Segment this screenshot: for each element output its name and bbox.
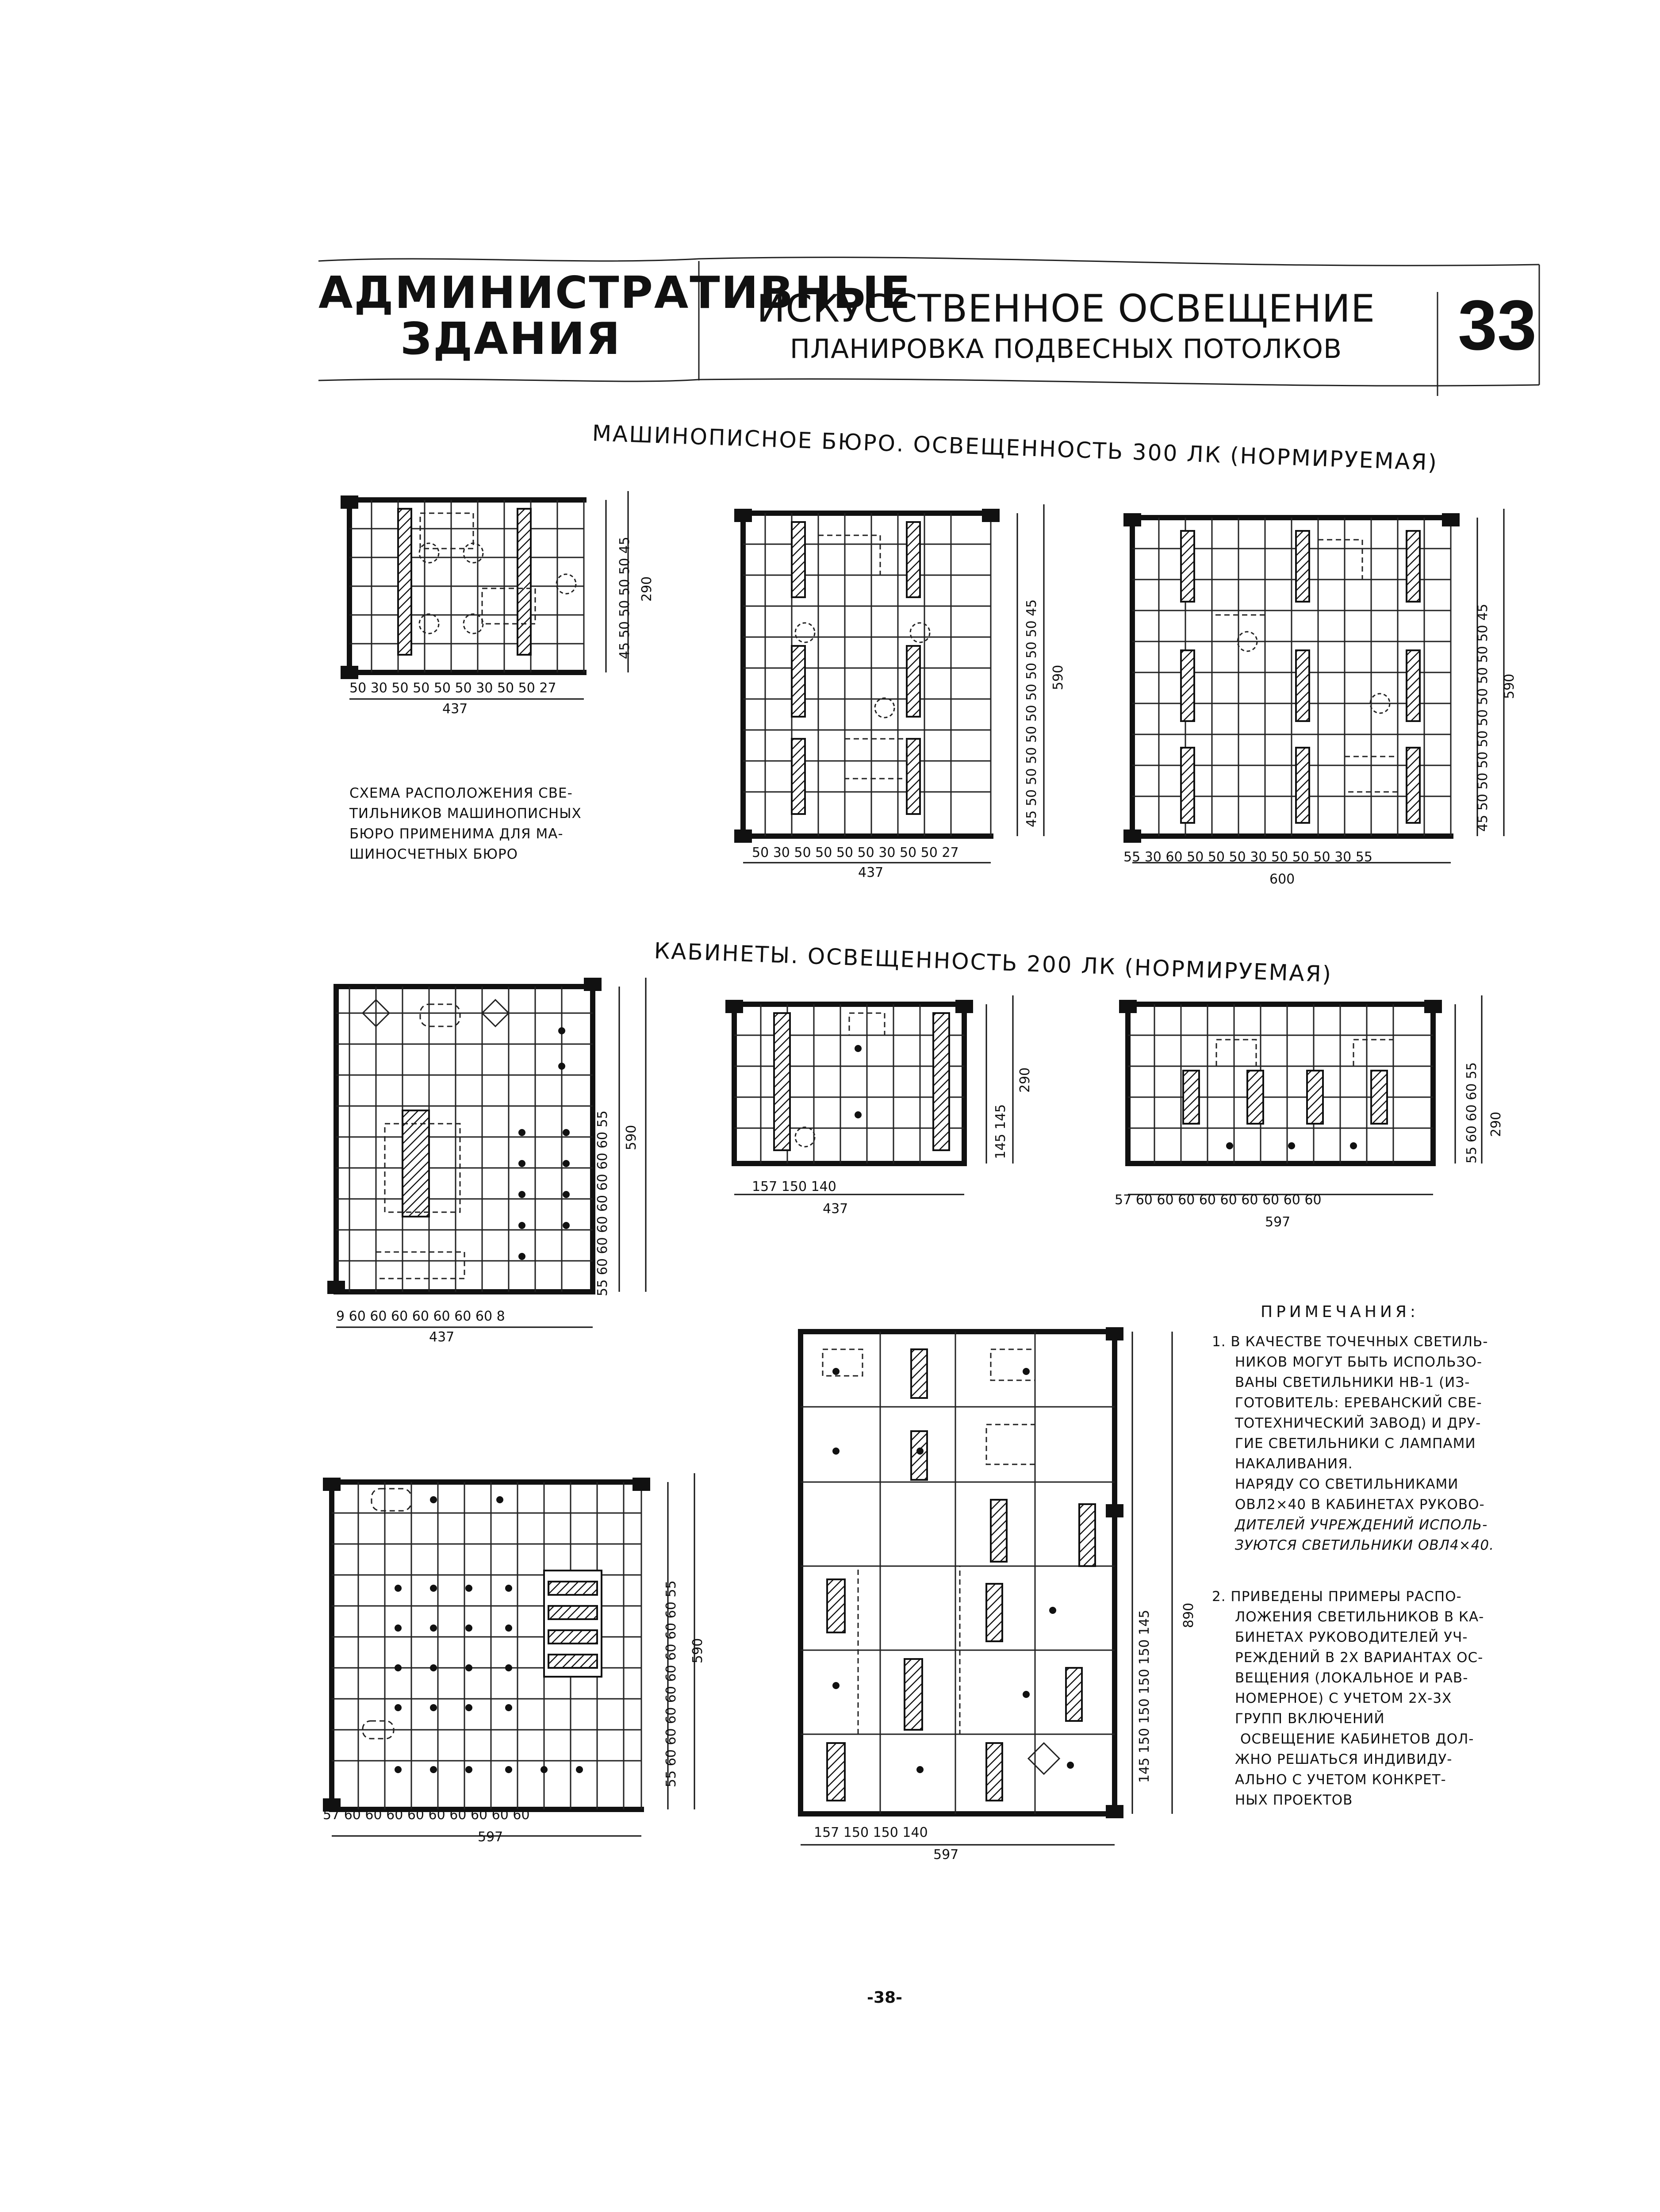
plan-7-width-total: 597 [478,1829,503,1845]
note-line: БИНЕТАХ РУКОВОДИТЕЛЕЙ УЧ- [1235,1629,1468,1645]
plan-2-height-total: 590 [1050,664,1066,690]
note-line: НЫХ ПРОЕКТОВ [1235,1792,1353,1808]
plan-3-height-dims: 45 50 50 50 50 50 50 50 50 50 45 [1475,603,1491,832]
plan-6-height-total: 290 [1488,1111,1504,1137]
plan-7-width-dims: 57 60 60 60 60 60 60 60 60 60 [323,1807,530,1823]
plan-caption-line-3: БЮРО ПРИМЕНИМА ДЛЯ МА- [349,826,564,842]
plan-5-height-dims: 145 145 [993,1104,1008,1159]
plan-1-height-dims: 45 50 50 50 50 45 [617,537,633,659]
note-line: ГИЕ СВЕТИЛЬНИКИ С ЛАМПАМИ [1235,1436,1476,1452]
note-line: ОСВЕЩЕНИЕ КАБИНЕТОВ ДОЛ- [1240,1731,1474,1747]
notes-title: ПРИМЕЧАНИЯ: [1261,1303,1419,1321]
note-line: ЖНО РЕШАТЬСЯ ИНДИВИДУ- [1235,1751,1453,1767]
note-line: ТОТЕХНИЧЕСКИЙ ЗАВОД) И ДРУ- [1235,1415,1481,1431]
plan-5-width-total: 437 [823,1201,848,1217]
note-line: ГОТОВИТЕЛЬ: ЕРЕВАНСКИЙ СВЕ- [1235,1395,1482,1411]
header-frame [0,0,1660,442]
note-line: 1. В КАЧЕСТВЕ ТОЧЕЧНЫХ СВЕТИЛЬ- [1212,1334,1488,1350]
plan-3-width-total: 600 [1269,872,1295,887]
header-title-line-1: АДМИНИСТРАТИВНЫЕ [318,267,912,319]
note-line: ЛОЖЕНИЯ СВЕТИЛЬНИКОВ В КА- [1235,1609,1484,1625]
note-line: АЛЬНО С УЧЕТОМ КОНКРЕТ- [1235,1772,1446,1788]
plan-6-width-total: 597 [1265,1214,1291,1230]
note-line: РЕЖДЕНИЙ В 2Х ВАРИАНТАХ ОС- [1235,1650,1484,1666]
plan-2-height-dims: 45 50 50 50 50 50 50 50 50 50 45 [1024,599,1039,827]
plan-4-width-total: 437 [429,1329,455,1345]
plan-typing-small [336,478,663,681]
plan-caption [349,783,582,864]
note-line: ВАНЫ СВЕТИЛЬНИКИ НВ-1 (ИЗ- [1235,1375,1470,1390]
plan-8-height-total: 890 [1181,1602,1196,1628]
header-section-title [318,267,912,365]
plan-caption-line-2: ТИЛЬНИКОВ МАШИНОПИСНЫХ [349,806,582,822]
plan-4-width-dims: 9 60 60 60 60 60 60 60 8 [336,1309,505,1324]
notes-list [1212,1332,1494,1810]
plan-3-width-dims: 55 30 60 50 50 50 30 50 50 50 30 55 [1123,849,1372,865]
plan-2-width-total: 437 [858,865,884,880]
plan-1-width-dims: 50 30 50 50 50 50 30 50 50 27 [349,680,556,696]
header-topic-title: ИСКУССТВЕННОЕ ОСВЕЩЕНИЕ [756,287,1376,331]
plan-4-height-total: 590 [624,1125,639,1150]
footer-page-number: -38- [867,1989,902,2007]
plan-6-height-dims: 55 60 60 60 55 [1464,1062,1480,1164]
plan-4-height-dims: 55 60 60 60 60 60 60 60 55 [595,1110,610,1296]
note-line: ВЕЩЕНИЯ (ЛОКАЛЬНОЕ И РАВ- [1235,1670,1468,1686]
plan-5-width-dims: 157 150 140 [752,1179,836,1194]
plan-5-height-total: 290 [1017,1067,1033,1093]
note-line: НАКАЛИВАНИЯ. [1235,1456,1353,1472]
plan-7-height-dims: 55 60 60 60 60 60 60 60 60 55 [663,1580,679,1787]
page-number-badge: 33 [1458,285,1537,365]
plan-caption-line-1: СХЕМА РАСПОЛОЖЕНИЯ СВЕ- [349,785,573,801]
plan-8-height-dims: 145 150 150 150 150 145 [1137,1609,1152,1783]
plan-caption-line-4: ШИНОСЧЕТНЫХ БЮРО [349,846,518,862]
plan-office-bottom-left [305,1460,721,1849]
note-line: ЗУЮТСЯ СВЕТИЛЬНИКИ ОВЛ4×40. [1235,1537,1494,1553]
plan-1-height-total: 290 [639,576,655,602]
note-line: ГРУПП ВКЛЮЧЕНИЙ [1235,1711,1385,1727]
note-line: НИКОВ МОГУТ БЫТЬ ИСПОЛЬЗО- [1235,1354,1483,1370]
section-title-typing-bureau: МАШИНОПИСНОЕ БЮРО. ОСВЕЩЕННОСТЬ 300 ЛК (НОРМИРУЕМАЯ) [591,420,1438,476]
plan-8-width-total: 597 [933,1847,959,1863]
section-title-offices: КАБИНЕТЫ. ОСВЕЩЕННОСТЬ 200 ЛК (НОРМИРУЕМАЯ) [653,938,1333,987]
plan-1-width-total: 437 [442,701,468,717]
plan-3-height-total: 590 [1502,673,1517,699]
note-line: ДИТЕЛЕЙ УЧРЕЖДЕНИЙ ИСПОЛЬ- [1235,1517,1488,1533]
note-line: 2. ПРИВЕДЕНЫ ПРИМЕРЫ РАСПО- [1212,1589,1462,1605]
header-title-line-2: ЗДАНИЯ [400,313,621,365]
note-line: НОМЕРНОЕ) С УЧЕТОМ 2Х-3Х [1235,1690,1452,1706]
note-line: НАРЯДУ СО СВЕТИЛЬНИКАМИ [1235,1476,1459,1492]
plan-2-width-dims: 50 30 50 50 50 50 30 50 50 27 [752,845,959,860]
note-line: ОВЛ2×40 В КАБИНЕТАХ РУКОВО- [1235,1497,1485,1513]
plan-8-width-dims: 157 150 150 140 [814,1825,928,1840]
plan-7-height-total: 590 [690,1638,705,1663]
header-topic-subtitle: ПЛАНИРОВКА ПОДВЕСНЫХ ПОТОЛКОВ [790,334,1342,365]
plan-6-width-dims: 57 60 60 60 60 60 60 60 60 60 [1115,1192,1322,1208]
